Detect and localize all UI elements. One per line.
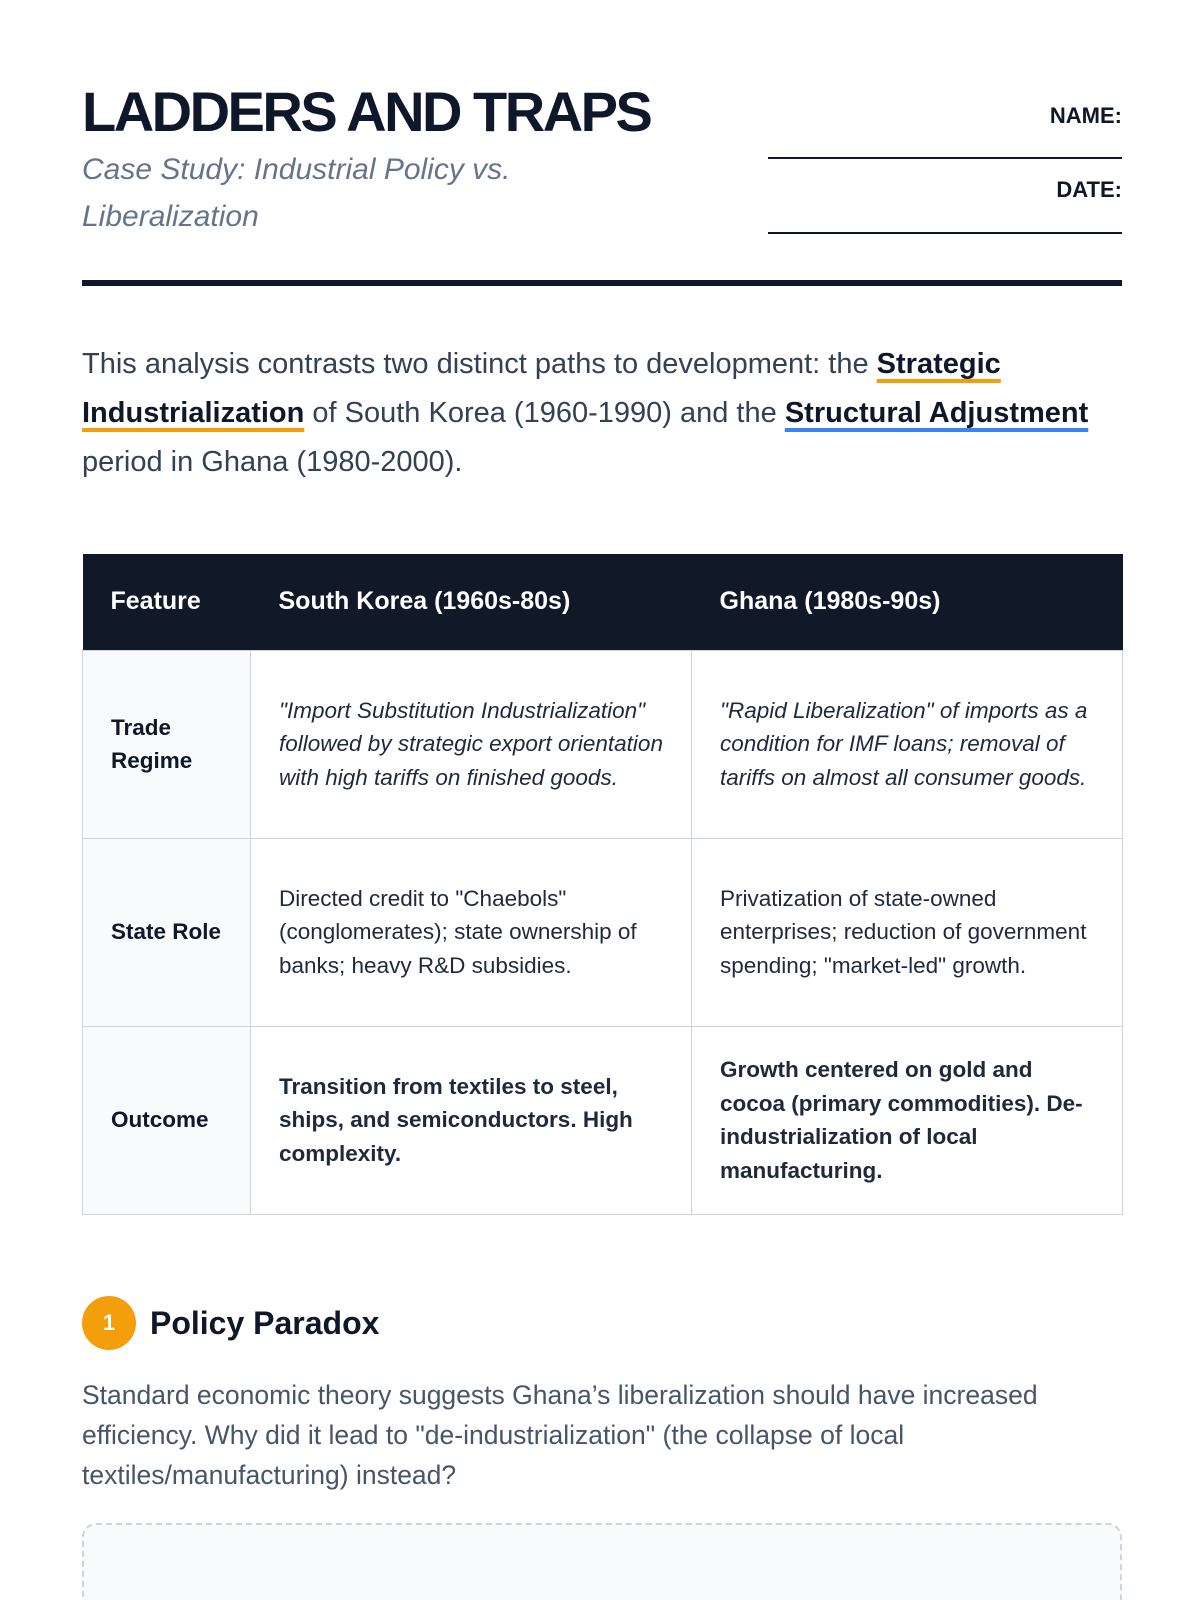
cell-ghana-trade-regime: "Rapid Liberalization" of imports as a condition for IMF loans; removal of tariffs on almost all consumer goods. <box>692 650 1123 838</box>
header-ghana: Ghana (1980s-90s) <box>692 554 1123 650</box>
section-number-badge: 1 <box>82 1296 136 1350</box>
intro-paragraph <box>82 340 1122 487</box>
header-feature: Feature <box>83 554 251 650</box>
intro-text-1: This analysis contrasts two distinct paths to development: the <box>82 348 877 380</box>
highlight-strategic-industrialization: Strategic Industrialization <box>82 348 1001 429</box>
section-title: Policy Paradox <box>150 1304 380 1341</box>
date-field-line[interactable] <box>768 232 1122 234</box>
answer-box[interactable] <box>82 1523 1122 1600</box>
page-title: LADDERS AND TRAPS <box>82 80 651 143</box>
table-row <box>83 1026 1123 1214</box>
row-feature-trade-regime: Trade Regime <box>83 650 251 838</box>
page-subtitle: Case Study: Industrial Policy vs. Liberalization <box>82 153 511 233</box>
row-feature-state-role: State Role <box>83 838 251 1026</box>
intro-text-2: of South Korea (1960-1990) and the <box>304 397 785 429</box>
worksheet-page <box>82 0 1122 1490</box>
comparison-table <box>82 554 1123 1215</box>
cell-ghana-outcome: Growth centered on gold and cocoa (primary commodities). De-industrialization of local manufacturing. <box>692 1026 1123 1214</box>
cell-korea-state-role: Directed credit to "Chaebols" (conglomerates); state ownership of banks; heavy R&D subsidies. <box>251 838 692 1026</box>
table-header-row <box>83 554 1123 650</box>
highlight-structural-adjustment: Structural Adjustment <box>784 397 1089 429</box>
table-row <box>83 838 1123 1026</box>
cell-ghana-state-role: Privatization of state-owned enterprises; reduction of government spending; "market-led" growth. <box>692 838 1123 1026</box>
name-field-line[interactable] <box>768 157 1122 159</box>
name-label: NAME: <box>1049 103 1122 128</box>
cell-korea-outcome: Transition from textiles to steel, ships, and semiconductors. High complexity. <box>251 1026 692 1214</box>
header-south-korea: South Korea (1960s-80s) <box>251 554 692 650</box>
worksheet-header <box>82 0 1122 290</box>
row-feature-outcome: Outcome <box>83 1026 251 1214</box>
section-policy-paradox-heading <box>82 1296 379 1350</box>
section-question: Standard economic theory suggests Ghana’s liberalization should have increased efficiency. Why did it lead to "de-industrialization" (the collapse of local textiles/manufacturing) instead? <box>82 1380 1038 1490</box>
cell-korea-trade-regime: "Import Substitution Industrialization" followed by strategic export orientation with high tariffs on finished goods. <box>251 650 692 838</box>
intro-text-3: period in Ghana (1980-2000). <box>82 446 463 478</box>
header-divider <box>82 280 1122 286</box>
table-row <box>83 650 1123 838</box>
date-label: DATE: <box>1056 177 1122 202</box>
